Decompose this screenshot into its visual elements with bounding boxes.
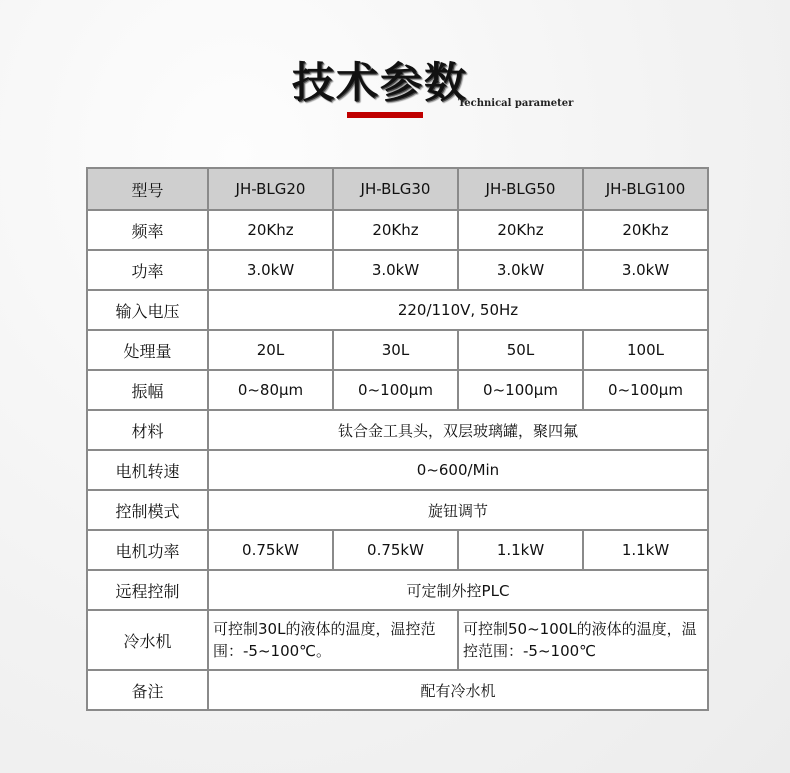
row-label: 控制模式	[87, 490, 208, 530]
row-label: 材料	[87, 410, 208, 450]
table-cell: 0.75kW	[208, 530, 333, 570]
title-accent-bar	[347, 112, 423, 118]
table-cell: 20Khz	[458, 210, 583, 250]
table-row	[87, 490, 708, 530]
table-row	[87, 250, 708, 290]
table-cell: 20Khz	[208, 210, 333, 250]
row-label: 电机转速	[87, 450, 208, 490]
table-cell-merged: 可控制30L的液体的温度，温控范围：-5~100℃。	[208, 610, 458, 670]
table-row	[87, 450, 708, 490]
model-cell: JH-BLG20	[208, 168, 333, 210]
table-cell: 0~80μm	[208, 370, 333, 410]
table-row	[87, 410, 708, 450]
table-cell: 0.75kW	[333, 530, 458, 570]
row-label: 备注	[87, 670, 208, 710]
row-label: 远程控制	[87, 570, 208, 610]
table-cell: 20Khz	[333, 210, 458, 250]
table-cell-merged: 220/110V, 50Hz	[208, 290, 708, 330]
table-row	[87, 610, 708, 670]
page-subtitle: Technical parameter	[458, 98, 574, 109]
table-cell: 100L	[583, 330, 708, 370]
table-row	[87, 570, 708, 610]
model-cell: JH-BLG30	[333, 168, 458, 210]
table-cell: 20L	[208, 330, 333, 370]
row-label: 冷水机	[87, 610, 208, 670]
table-cell: 3.0kW	[208, 250, 333, 290]
row-label: 振幅	[87, 370, 208, 410]
spec-table	[86, 167, 709, 711]
table-header-row	[87, 168, 708, 210]
table-cell: 50L	[458, 330, 583, 370]
model-label: 型号	[87, 168, 208, 210]
table-cell: 0~100μm	[583, 370, 708, 410]
table-cell-merged: 钛合金工具头，双层玻璃罐，聚四氟	[208, 410, 708, 450]
model-cell: JH-BLG100	[583, 168, 708, 210]
table-cell: 0~100μm	[458, 370, 583, 410]
page-title: 技术参数	[292, 58, 469, 107]
table-row	[87, 330, 708, 370]
table-cell: 1.1kW	[458, 530, 583, 570]
table-cell-merged: 可控制50~100L的液体的温度，温控范围：-5~100℃	[458, 610, 708, 670]
table-row	[87, 670, 708, 710]
row-label: 频率	[87, 210, 208, 250]
table-row	[87, 530, 708, 570]
table-cell-merged: 可定制外控PLC	[208, 570, 708, 610]
table-cell: 30L	[333, 330, 458, 370]
row-label: 输入电压	[87, 290, 208, 330]
row-label: 处理量	[87, 330, 208, 370]
table-cell: 20Khz	[583, 210, 708, 250]
row-label: 功率	[87, 250, 208, 290]
table-row	[87, 290, 708, 330]
table-cell-merged: 配有冷水机	[208, 670, 708, 710]
table-cell: 0~100μm	[333, 370, 458, 410]
table-row	[87, 370, 708, 410]
table-cell: 1.1kW	[583, 530, 708, 570]
table-cell-merged: 旋钮调节	[208, 490, 708, 530]
table-row	[87, 210, 708, 250]
table-cell: 3.0kW	[458, 250, 583, 290]
table-cell: 3.0kW	[333, 250, 458, 290]
table-cell-merged: 0~600/Min	[208, 450, 708, 490]
row-label: 电机功率	[87, 530, 208, 570]
model-cell: JH-BLG50	[458, 168, 583, 210]
table-cell: 3.0kW	[583, 250, 708, 290]
